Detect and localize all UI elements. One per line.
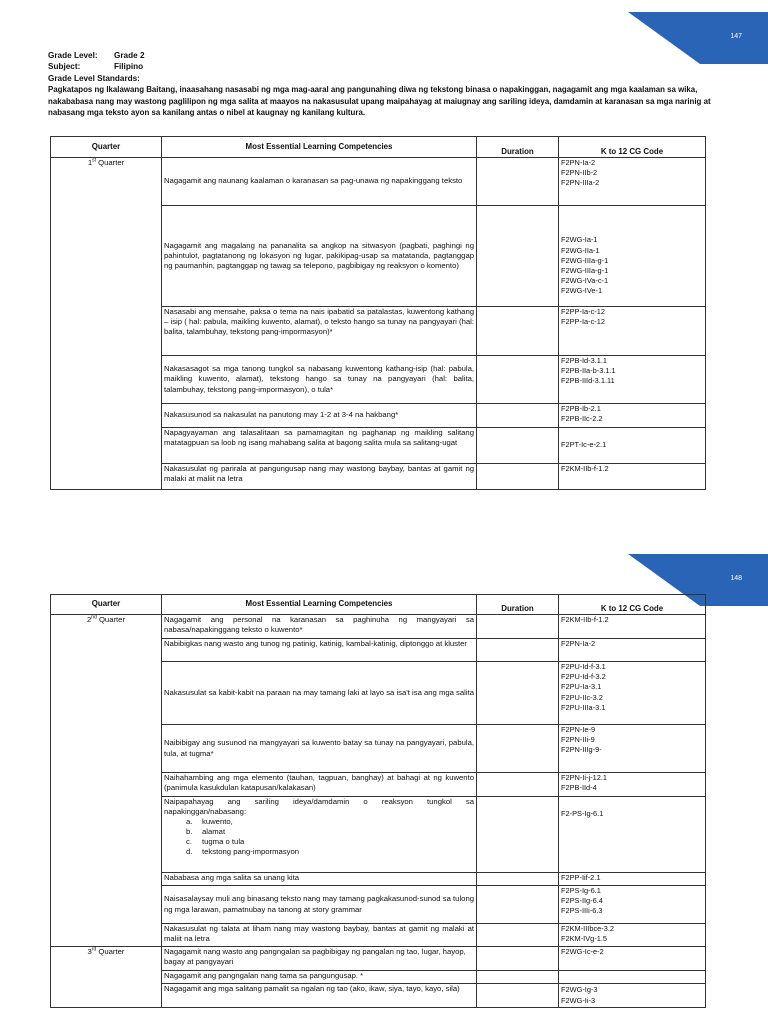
competency-cell: Nababasa ang mga salita sa unang kita [162, 873, 477, 886]
table-header-row [51, 595, 706, 615]
competency-cell: Nagagamit ang personal na karanasan sa paghinuha ng mangyayari sa nabasa/napakinggang teksto o kuwento* [162, 615, 477, 639]
list-item: a. kuwento, [186, 817, 233, 827]
code-cell: F2PB-Id-3.1.1 F2PB-IIa-b-3.1.1 F2PB-IIId-3.1.11 [559, 356, 706, 404]
col-duration: Duration [477, 137, 559, 158]
page-number: 148 [730, 575, 742, 582]
code-cell [559, 971, 706, 984]
competency-cell: Nakasasagot sa mga tanong tungkol sa nabasang kuwentong kathang-isip (hal: pabula, maikling kuwento, alamat), tekstong hango sa tunay na pangyayari (hal: balita, talambuhay, tekstong pang-impormasyon), o tula* [162, 356, 477, 404]
grade-level-row [48, 50, 718, 61]
sub-list [164, 817, 474, 857]
duration-cell [477, 662, 559, 725]
competency-cell: Nabibigkas nang wasto ang tunog ng patinig, katinig, kambal-katinig, diptonggo at kluster [162, 639, 477, 662]
duration-cell [477, 206, 559, 307]
code-cell: F2PN-Ie-9 F2PN-IIi-9 F2PN-IIIg-9- [559, 725, 706, 773]
table-header-row [51, 137, 706, 158]
code-cell: F2WG-Ic-e-2 [559, 947, 706, 971]
code-cell: F2KM-IIb-f-1.2 [559, 464, 706, 490]
duration-cell [477, 615, 559, 639]
code-cell: F2PS-Ig-6.1 F2PS-IIg-6.4 F2PS-IIIi-6.3 [559, 886, 706, 924]
code-cell: F2PP-Iif-2.1 [559, 873, 706, 886]
code-cell: F2PB-Ib-2.1 F2PB-IIc-2.2 [559, 404, 706, 428]
duration-cell [477, 307, 559, 356]
quarter-cell: 2nd Quarter [51, 615, 162, 947]
list-item: c. tugma o tula [186, 837, 245, 847]
competency-cell: Nagagamit nang wasto ang pangngalan sa pagbibigay ng pangalan ng tao, lugar, hayop, bagay at pangyayari [162, 947, 477, 971]
quarter-cell: 1st Quarter [51, 158, 162, 490]
code-cell: F2PN-Ii-j-12.1 F2PB-IId-4 [559, 773, 706, 797]
competency-cell: Naibibigay ang susunod na mangyayari sa kuwento batay sa tunay na pangyayari, pabula, tula, at tugma* [162, 725, 477, 773]
code-cell: F2KM-IIb-f-1.2 [559, 615, 706, 639]
subject-row [48, 61, 718, 72]
code-cell: F2KM-IIIbce-3.2 F2KM-IVg-1.5 [559, 924, 706, 947]
table-row [51, 158, 706, 206]
col-duration: Duration [477, 595, 559, 615]
code-cell: F2WG-Ia-1 F2WG-IIa-1 F2WG-IIIa-g-1 F2WG-IIIa-g-1 F2WG-IVa-c-1 F2WG-IVe-1 [559, 206, 706, 307]
duration-cell [477, 464, 559, 490]
code-cell: F2PP-Ia-c-12 F2PP-Ia-c-12 [559, 307, 706, 356]
duration-cell [477, 428, 559, 464]
competency-cell: Nakasusulat sa kabit-kabit na paraan na may tamang laki at layo sa isa't isa ang mga salita [162, 662, 477, 725]
grade-level-value: Grade 2 [114, 51, 145, 60]
duration-cell [477, 639, 559, 662]
competency-cell: Nakasusunod sa nakasulat na panutong may 1-2 at 3-4 na hakbang* [162, 404, 477, 428]
competency-cell [162, 797, 477, 873]
table-row [51, 947, 706, 971]
code-cell: F2-PS-Ig-6.1 [559, 797, 706, 873]
page-number: 147 [730, 33, 742, 40]
duration-cell [477, 797, 559, 873]
duration-cell [477, 725, 559, 773]
table-row [51, 615, 706, 639]
col-quarter: Quarter [51, 137, 162, 158]
duration-cell [477, 873, 559, 886]
competency-table-q1 [50, 136, 706, 490]
duration-cell [477, 984, 559, 1008]
competency-cell: Nagagamit ang pangngalan nang tama sa pangungusap. * [162, 971, 477, 984]
code-cell: F2PN-Ia-2 F2PN-IIb-2 F2PN-IIIa-2 [559, 158, 706, 206]
standards-label: Grade Level Standards: [48, 73, 140, 83]
subject-value: Filipino [114, 62, 144, 72]
competency-cell: Nakasusulat ng talata at liham nang may wastong baybay, bantas at gamit ng malaki at maliit na letra [162, 924, 477, 947]
competency-cell: Nasasabi ang mensahe, paksa o tema na nais ipabatid sa patalastas, kuwentong kathang – isip ( hal: pabula, maikling kuwento, alamat), o teksto hango sa tunay na pangyayari (hal: balita, talambuhay, tekstong pang-impormasyon)* [162, 307, 477, 356]
col-code: K to 12 CG Code [559, 137, 706, 158]
competency-text: Naipapahayag ang sariling ideya/damdamin o reaksyon tungkol sa napakinggan/nabasang: [164, 797, 474, 817]
competency-table-q2 [50, 594, 706, 1008]
competency-cell: Naisasalaysay muli ang binasang teksto nang may tamang pagkakasunod-sunod sa tulong ng mga larawan, pamatnubay na tanong at story grammar [162, 886, 477, 924]
duration-cell [477, 924, 559, 947]
quarter-cell: 3rd Quarter [51, 947, 162, 1008]
competency-cell: Nakasusulat ng parirala at pangungusap nang may wastong baybay, bantas at gamit ng malaki at maliit na letra [162, 464, 477, 490]
col-code: K to 12 CG Code [559, 595, 706, 615]
grade-level-label: Grade Level: [48, 51, 98, 60]
list-item: d. tekstong pang-impormasyon [186, 847, 299, 857]
duration-cell [477, 356, 559, 404]
duration-cell [477, 947, 559, 971]
duration-cell [477, 404, 559, 428]
list-item: b. alamat [186, 827, 226, 837]
duration-cell [477, 971, 559, 984]
duration-cell [477, 158, 559, 206]
code-cell: F2PT-Ic-e-2.1 [559, 428, 706, 464]
duration-cell [477, 886, 559, 924]
code-cell: F2PN-Ia-2 [559, 639, 706, 662]
competency-cell: Nagagamit ang naunang kaalaman o karanasan sa pag-unawa ng napakinggang teksto [162, 158, 477, 206]
standards-text: Pagkatapos ng Ikalawang Baitang, inaasahang nasasabi ng mga mag-aaral ang pangunahing diwa ng tekstong binasa o napakinggan, nagagamit ang mga kaalaman sa wika, nakababasa nang may wastong paglilipon ng mga salita at maayos na nakasusulat upang maipahayag at maiugnay ang sariling ideya, damdamin at karanasan sa mga narinig at nabasang mga teksto ayon sa kanilang antas o nibel at kaugnay ng kanilang kultura. [48, 85, 711, 118]
code-cell: F2PU-Id-f-3.1 F2PU-Id-f-3.2 F2PU-Ia-3.1 F2PU-IIc-3.2 F2PU-IIIa-3.1 [559, 662, 706, 725]
competency-cell: Nagagamit ang magalang na pananalita sa angkop na sitwasyon (pagbati, paghingi ng pahintulot, pagtatanong ng lokasyon ng lugar, pakikipag-usap sa matatanda, pagtanggap ng paumanhin, pagtanggap ng tawag sa telepono, pagbibigay ng reaksyon o komento) [162, 206, 477, 307]
col-competency: Most Essential Learning Competencies [162, 595, 477, 615]
competency-cell: Naihahambing ang mga elemento (tauhan, tagpuan, banghay) at bahagi at ng kuwento (panimula kasukdulan katapusan/kalakasan) [162, 773, 477, 797]
code-cell: F2WG-Ig-3 F2WG-Ii-3 [559, 984, 706, 1008]
col-quarter: Quarter [51, 595, 162, 615]
competency-cell: Napagyayaman ang talasalitaan sa pamamagitan ng paghanap ng maikling salitang matatagpuan sa loob ng isang mahabang salita at bagong salita mula sa salitang-ugat [162, 428, 477, 464]
document-header [48, 50, 718, 118]
duration-cell [477, 773, 559, 797]
subject-label: Subject: [48, 62, 81, 72]
col-competency: Most Essential Learning Competencies [162, 137, 477, 158]
competency-cell: Nagagamit ang mga salitang pamalit sa ngalan ng tao (ako, ikaw, siya, tayo, kayo, sila) [162, 984, 477, 1008]
